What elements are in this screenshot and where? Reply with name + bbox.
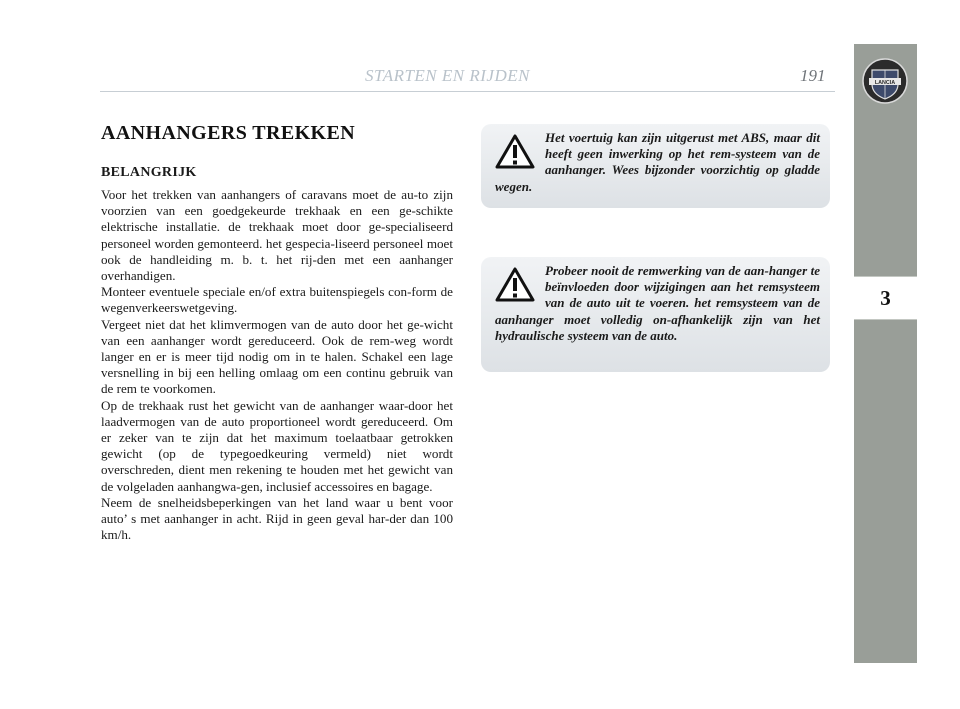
paragraph: Monteer eventuele speciale en/of extra buitenspiegels con-form de wegenverkeerswetgeving. (101, 284, 453, 316)
warning-triangle-icon (495, 134, 535, 170)
paragraph: Voor het trekken van aanhangers of caravans moet de au-to zijn voorzien van een goedgekeurde trekhaak en een ge-schikte elektrische installatie. de trekhaak moet door ge-specialiseerd personeel worden gemonteerd. het gespecia-liseerd personeel moet ook de handleiding m. b. t. het rij-den met een aanhanger overhandigen. (101, 187, 453, 284)
chapter-tab[interactable]: 3 (854, 276, 917, 320)
body-text (101, 187, 453, 543)
running-header-title: STARTEN EN RIJDEN (365, 66, 530, 85)
warning-text: Het voertuig kan zijn uitgerust met ABS, maar dit heeft geen inwerking op het rem-systeem van de aanhanger. Wees bijzonder voorzichtig op gladde wegen. (495, 130, 820, 194)
warning-box-brakes (481, 257, 830, 372)
chapter-sidebar (854, 44, 917, 663)
paragraph: Vergeet niet dat het klimvermogen van de auto door het ge-wicht van een aanhanger wordt gereduceerd. Ook de rem-weg wordt langer en er is meer tijd nodig om in te halen. Schakel een lage versnelling in bij een helling omlaag om een continu gebruik van de rem te voorkomen. (101, 316, 453, 397)
paragraph: Neem de snelheidsbeperkingen van het land waar u bent voor auto’ s met aanhanger in acht. Rijd in geen geval har-der dan 100 km/h. (101, 494, 453, 543)
lancia-logo-icon (862, 58, 908, 104)
page-number: 191 (800, 66, 826, 85)
paragraph: Op de trekhaak rust het gewicht van de aanhanger waar-door het laadvermogen van de auto proportioneel wordt gereduceerd. Om er zeker van te zijn dat het maximum toelaatbaar getrokken gewicht (op de typegoedkeuring vermeld) niet wordt overschreden, dient men rekening te houden met het gewicht van de volgeladen aanhangwa-gen, inclusief accessoires en bagage. (101, 397, 453, 494)
warning-text: Probeer nooit de remwerking van de aan-hanger te beïnvloeden door wijzigingen aan het remsysteem van de auto uit te voeren. het remsysteem van de aanhanger moet volledig on-afhankelijk zijn van het hydraulische systeem van de auto. (495, 263, 820, 343)
warning-triangle-icon (495, 267, 535, 303)
logo-lettering: LANCIA (874, 79, 896, 86)
warning-box-abs (481, 124, 830, 208)
section-heading: AANHANGERS TREKKEN (101, 122, 356, 144)
header-divider (100, 91, 835, 92)
subheading-important: BELANGRIJK (101, 165, 197, 180)
